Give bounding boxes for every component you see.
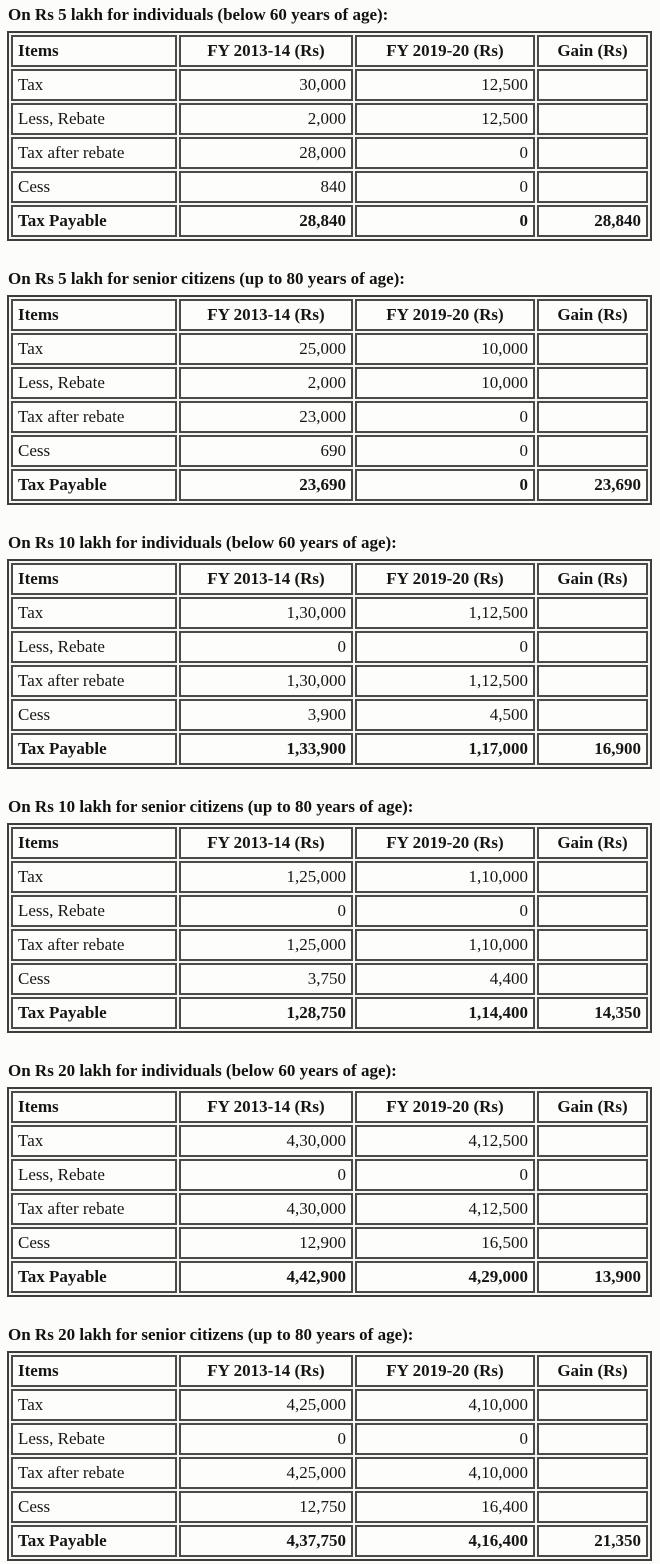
column-header-items: Items [11,299,177,331]
fy-2013-14-cell: 4,37,750 [179,1525,353,1557]
gain-cell: 16,900 [537,733,648,765]
table-row [11,929,648,961]
item-cell: Less, Rebate [11,103,177,135]
fy-2013-14-cell: 3,900 [179,699,353,731]
fy-2013-14-cell: 2,000 [179,103,353,135]
fy-2019-20-cell: 4,400 [355,963,535,995]
fy-2019-20-cell: 0 [355,171,535,203]
table-row [11,1457,648,1489]
item-cell: Tax [11,1125,177,1157]
item-cell: Tax after rebate [11,401,177,433]
table-row [11,699,648,731]
column-header-gain-rs: Gain (Rs) [537,35,648,67]
fy-2013-14-cell: 4,30,000 [179,1193,353,1225]
tax-table [7,1087,652,1297]
section-title: On Rs 20 lakh for individuals (below 60 years of age): [8,1061,397,1080]
fy-2013-14-cell: 4,30,000 [179,1125,353,1157]
table-row [11,137,648,169]
table-row [11,597,648,629]
table-header-row [11,827,648,859]
gain-cell [537,631,648,663]
column-header-fy-2013-14-rs: FY 2013-14 (Rs) [179,35,353,67]
fy-2013-14-cell: 28,000 [179,137,353,169]
fy-2013-14-cell: 1,25,000 [179,861,353,893]
item-cell: Less, Rebate [11,1159,177,1191]
column-header-items: Items [11,35,177,67]
item-cell: Tax after rebate [11,929,177,961]
gain-cell [537,137,648,169]
table-row [11,401,648,433]
fy-2019-20-cell: 4,12,500 [355,1193,535,1225]
table-header-row [11,563,648,595]
total-row [11,997,648,1029]
fy-2019-20-cell: 16,400 [355,1491,535,1523]
item-cell: Tax Payable [11,469,177,501]
table-row [11,171,648,203]
item-cell: Tax [11,69,177,101]
fy-2013-14-cell: 1,33,900 [179,733,353,765]
gain-cell: 23,690 [537,469,648,501]
item-cell: Tax Payable [11,1261,177,1293]
fy-2019-20-cell: 1,12,500 [355,665,535,697]
item-cell: Tax [11,861,177,893]
column-header-fy-2013-14-rs: FY 2013-14 (Rs) [179,299,353,331]
gain-cell [537,435,648,467]
fy-2013-14-cell: 1,25,000 [179,929,353,961]
gain-cell [537,1227,648,1259]
gain-cell [537,333,648,365]
fy-2013-14-cell: 0 [179,631,353,663]
tax-table [7,1351,652,1561]
column-header-fy-2019-20-rs: FY 2019-20 (Rs) [355,35,535,67]
table-row [11,333,648,365]
column-header-fy-2019-20-rs: FY 2019-20 (Rs) [355,1355,535,1387]
section-title: On Rs 5 lakh for individuals (below 60 years of age): [8,5,389,24]
column-header-gain-rs: Gain (Rs) [537,1355,648,1387]
fy-2019-20-cell: 12,500 [355,103,535,135]
column-header-gain-rs: Gain (Rs) [537,827,648,859]
fy-2019-20-cell: 0 [355,435,535,467]
gain-cell [537,1159,648,1191]
fy-2019-20-cell: 10,000 [355,367,535,399]
tax-table-section [7,1060,653,1297]
table-row [11,861,648,893]
total-row [11,1261,648,1293]
table-header-row [11,299,648,331]
fy-2019-20-cell: 0 [355,1423,535,1455]
table-row [11,435,648,467]
section-title: On Rs 5 lakh for senior citizens (up to 80 years of age): [8,269,405,288]
gain-cell: 13,900 [537,1261,648,1293]
fy-2013-14-cell: 23,690 [179,469,353,501]
total-row [11,469,648,501]
item-cell: Tax Payable [11,997,177,1029]
gain-cell [537,895,648,927]
column-header-fy-2013-14-rs: FY 2013-14 (Rs) [179,827,353,859]
table-row [11,367,648,399]
item-cell: Tax after rebate [11,137,177,169]
fy-2019-20-cell: 10,000 [355,333,535,365]
total-row [11,1525,648,1557]
item-cell: Tax [11,333,177,365]
tax-comparison-document [7,4,653,1561]
fy-2013-14-cell: 690 [179,435,353,467]
tax-table [7,295,652,505]
table-header-row [11,35,648,67]
section-title: On Rs 10 lakh for individuals (below 60 years of age): [8,533,397,552]
item-cell: Tax after rebate [11,1193,177,1225]
gain-cell [537,929,648,961]
item-cell: Less, Rebate [11,631,177,663]
column-header-fy-2013-14-rs: FY 2013-14 (Rs) [179,1355,353,1387]
gain-cell [537,861,648,893]
fy-2013-14-cell: 4,25,000 [179,1389,353,1421]
column-header-items: Items [11,1091,177,1123]
fy-2013-14-cell: 12,750 [179,1491,353,1523]
column-header-gain-rs: Gain (Rs) [537,299,648,331]
fy-2019-20-cell: 1,10,000 [355,861,535,893]
column-header-items: Items [11,563,177,595]
fy-2019-20-cell: 16,500 [355,1227,535,1259]
fy-2013-14-cell: 3,750 [179,963,353,995]
fy-2013-14-cell: 25,000 [179,333,353,365]
fy-2019-20-cell: 0 [355,631,535,663]
column-header-gain-rs: Gain (Rs) [537,563,648,595]
fy-2013-14-cell: 4,42,900 [179,1261,353,1293]
section-title: On Rs 10 lakh for senior citizens (up to 80 years of age): [8,797,414,816]
fy-2019-20-cell: 4,12,500 [355,1125,535,1157]
column-header-fy-2013-14-rs: FY 2013-14 (Rs) [179,1091,353,1123]
tax-table [7,559,652,769]
fy-2019-20-cell: 4,29,000 [355,1261,535,1293]
column-header-gain-rs: Gain (Rs) [537,1091,648,1123]
gain-cell [537,1193,648,1225]
column-header-fy-2019-20-rs: FY 2019-20 (Rs) [355,563,535,595]
item-cell: Tax Payable [11,1525,177,1557]
item-cell: Cess [11,699,177,731]
table-row [11,631,648,663]
total-row [11,205,648,237]
tax-table-section [7,532,653,769]
table-row [11,1227,648,1259]
table-row [11,665,648,697]
fy-2013-14-cell: 0 [179,1423,353,1455]
fy-2019-20-cell: 1,17,000 [355,733,535,765]
item-cell: Less, Rebate [11,367,177,399]
column-header-items: Items [11,827,177,859]
table-header-row [11,1091,648,1123]
table-row [11,1159,648,1191]
fy-2019-20-cell: 1,12,500 [355,597,535,629]
fy-2019-20-cell: 0 [355,895,535,927]
tax-table-section [7,796,653,1033]
table-row [11,895,648,927]
gain-cell [537,367,648,399]
fy-2013-14-cell: 1,28,750 [179,997,353,1029]
item-cell: Less, Rebate [11,895,177,927]
table-row [11,1125,648,1157]
fy-2013-14-cell: 2,000 [179,367,353,399]
section-title: On Rs 20 lakh for senior citizens (up to 80 years of age): [8,1325,414,1344]
table-row [11,1193,648,1225]
gain-cell [537,1457,648,1489]
fy-2019-20-cell: 4,500 [355,699,535,731]
fy-2019-20-cell: 12,500 [355,69,535,101]
item-cell: Cess [11,1491,177,1523]
gain-cell [537,1389,648,1421]
column-header-fy-2019-20-rs: FY 2019-20 (Rs) [355,1091,535,1123]
fy-2019-20-cell: 4,16,400 [355,1525,535,1557]
table-row [11,69,648,101]
item-cell: Tax after rebate [11,1457,177,1489]
gain-cell: 21,350 [537,1525,648,1557]
gain-cell [537,1491,648,1523]
gain-cell: 14,350 [537,997,648,1029]
fy-2019-20-cell: 4,10,000 [355,1457,535,1489]
total-row [11,733,648,765]
table-header-row [11,1355,648,1387]
gain-cell [537,597,648,629]
item-cell: Cess [11,171,177,203]
fy-2013-14-cell: 23,000 [179,401,353,433]
gain-cell [537,171,648,203]
item-cell: Tax [11,597,177,629]
gain-cell [537,103,648,135]
gain-cell [537,1125,648,1157]
table-row [11,963,648,995]
table-row [11,1423,648,1455]
gain-cell [537,1423,648,1455]
column-header-fy-2013-14-rs: FY 2013-14 (Rs) [179,563,353,595]
tax-table-section [7,4,653,241]
fy-2019-20-cell: 0 [355,137,535,169]
fy-2013-14-cell: 0 [179,895,353,927]
gain-cell [537,963,648,995]
column-header-fy-2019-20-rs: FY 2019-20 (Rs) [355,299,535,331]
fy-2019-20-cell: 0 [355,1159,535,1191]
table-row [11,103,648,135]
item-cell: Cess [11,435,177,467]
fy-2019-20-cell: 0 [355,401,535,433]
gain-cell [537,401,648,433]
fy-2013-14-cell: 12,900 [179,1227,353,1259]
fy-2013-14-cell: 4,25,000 [179,1457,353,1489]
fy-2019-20-cell: 4,10,000 [355,1389,535,1421]
fy-2019-20-cell: 0 [355,469,535,501]
fy-2019-20-cell: 0 [355,205,535,237]
fy-2013-14-cell: 1,30,000 [179,597,353,629]
fy-2013-14-cell: 840 [179,171,353,203]
fy-2013-14-cell: 28,840 [179,205,353,237]
fy-2013-14-cell: 0 [179,1159,353,1191]
item-cell: Tax Payable [11,205,177,237]
fy-2019-20-cell: 1,14,400 [355,997,535,1029]
gain-cell: 28,840 [537,205,648,237]
table-row [11,1389,648,1421]
item-cell: Tax [11,1389,177,1421]
table-row [11,1491,648,1523]
fy-2019-20-cell: 1,10,000 [355,929,535,961]
column-header-items: Items [11,1355,177,1387]
gain-cell [537,665,648,697]
item-cell: Cess [11,1227,177,1259]
tax-table-section [7,1324,653,1561]
tax-table [7,31,652,241]
tax-table [7,823,652,1033]
item-cell: Tax Payable [11,733,177,765]
item-cell: Cess [11,963,177,995]
tax-table-section [7,268,653,505]
fy-2013-14-cell: 1,30,000 [179,665,353,697]
gain-cell [537,699,648,731]
column-header-fy-2019-20-rs: FY 2019-20 (Rs) [355,827,535,859]
gain-cell [537,69,648,101]
item-cell: Tax after rebate [11,665,177,697]
fy-2013-14-cell: 30,000 [179,69,353,101]
item-cell: Less, Rebate [11,1423,177,1455]
